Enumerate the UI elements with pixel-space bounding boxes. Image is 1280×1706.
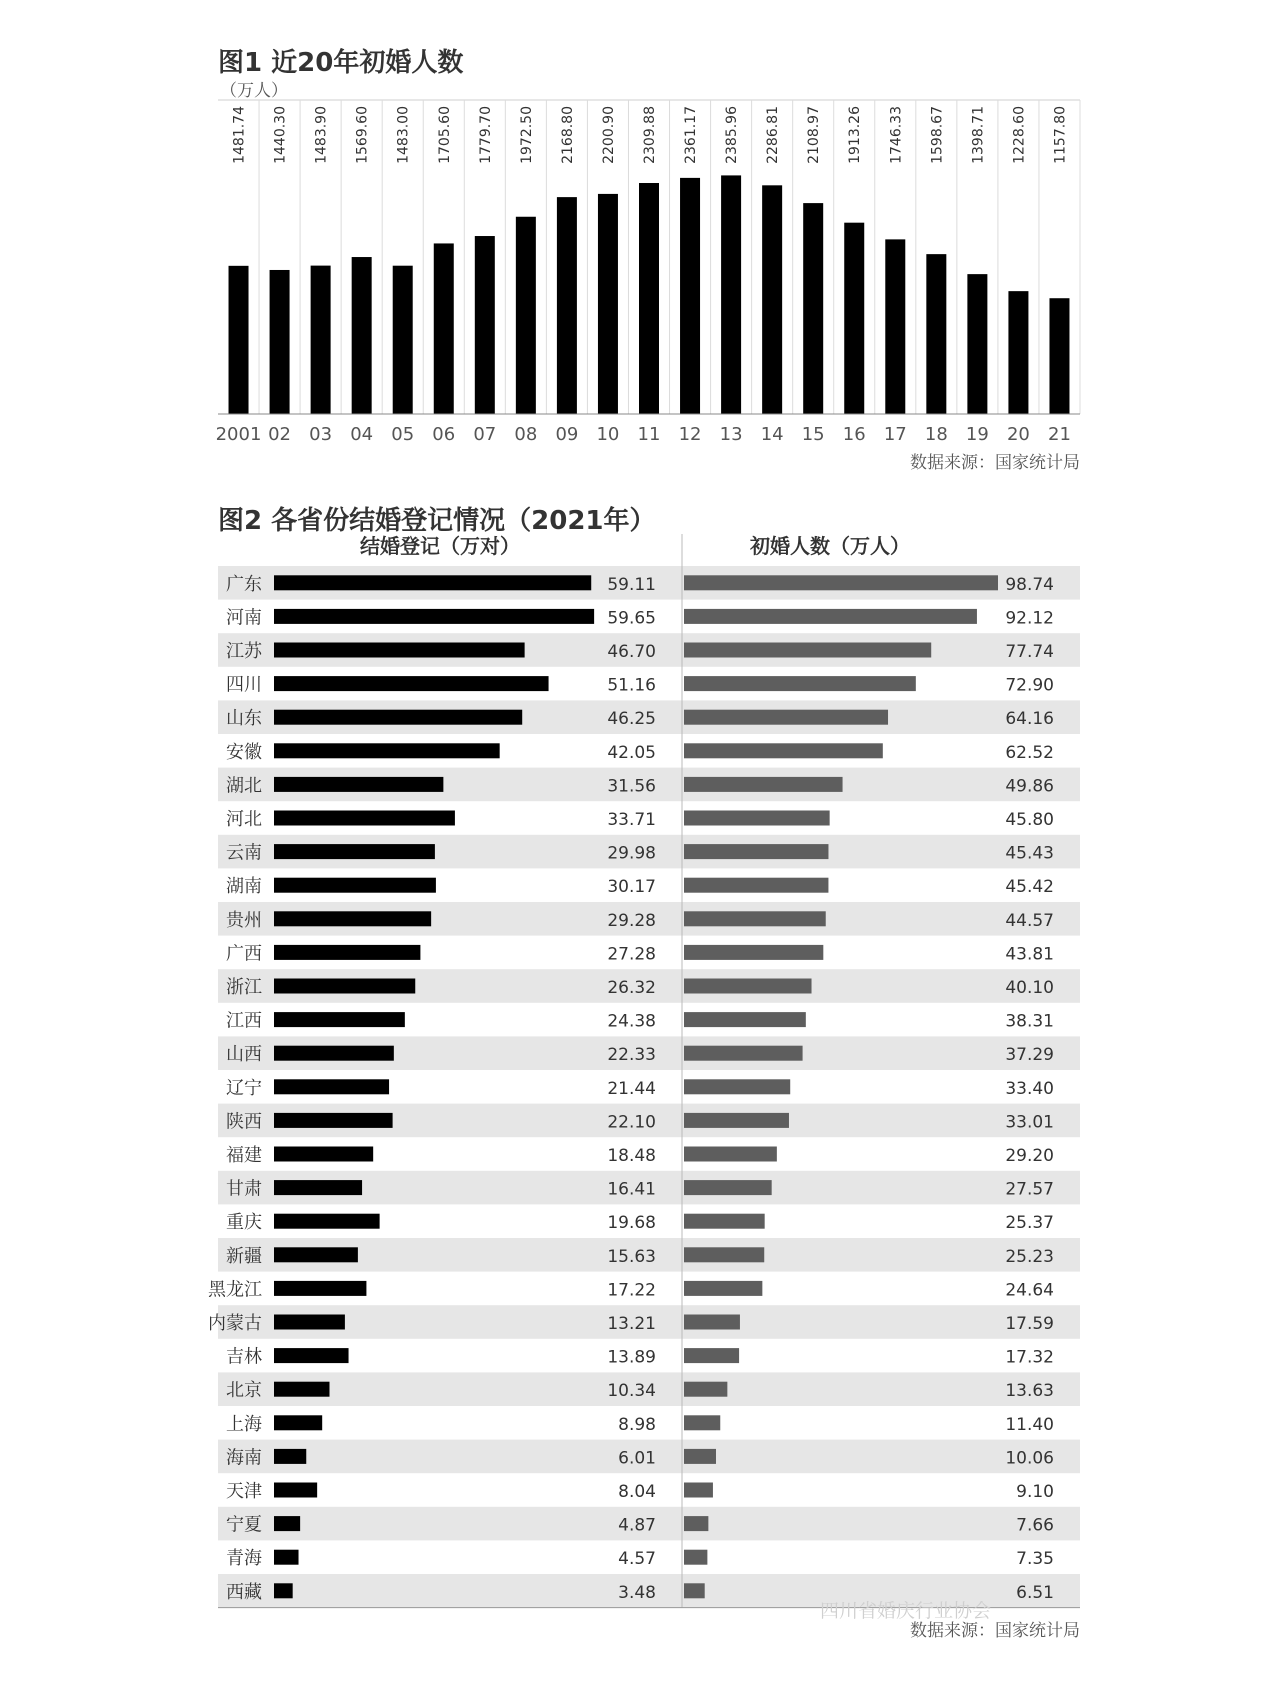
marriage-bar: [274, 1113, 393, 1128]
province-label: 内蒙古: [208, 1313, 262, 1334]
marriage-bar: [274, 710, 522, 725]
first-marriage-value-label: 24.64: [1005, 1280, 1054, 1301]
province-label: 贵州: [226, 909, 262, 931]
chart1-category-label: 21: [1048, 424, 1071, 445]
province-label: 吉林: [226, 1346, 262, 1368]
first-marriage-bar: [684, 945, 823, 960]
first-marriage-value-label: 33.40: [1005, 1078, 1054, 1099]
marriage-bar: [274, 1449, 306, 1464]
province-label: 湖北: [226, 775, 262, 797]
first-marriage-bar: [684, 1348, 739, 1363]
first-marriage-value-label: 29.20: [1005, 1146, 1054, 1166]
first-marriage-value-label: 27.57: [1005, 1179, 1054, 1200]
first-marriage-value-label: 77.74: [1005, 642, 1054, 662]
marriage-bar: [274, 1516, 300, 1531]
marriage-value-label: 21.44: [607, 1078, 656, 1099]
marriage-value-label: 59.11: [607, 574, 656, 595]
province-label: 浙江: [226, 977, 262, 998]
chart1-value-label: 2385.96: [724, 106, 741, 164]
province-label: 福建: [226, 1145, 262, 1166]
marriage-bar: [274, 1247, 358, 1262]
marriage-value-label: 4.57: [618, 1549, 656, 1570]
marriage-bar: [274, 777, 443, 792]
chart1-title: 图1 近20年初婚人数: [218, 48, 464, 78]
first-marriage-bar: [684, 1382, 727, 1397]
chart1-category-label: 15: [801, 424, 825, 445]
marriage-bar: [274, 911, 431, 926]
watermark: 四川省婚庆行业协会: [820, 1600, 992, 1622]
chart1-value-label: 1746.33: [888, 106, 905, 164]
first-marriage-value-label: 13.63: [1005, 1381, 1054, 1402]
first-marriage-bar: [684, 575, 998, 590]
first-marriage-bar: [684, 1046, 803, 1061]
marriage-bar: [274, 643, 525, 658]
marriage-value-label: 13.89: [607, 1347, 656, 1368]
marriage-bar: [274, 1180, 362, 1195]
chart1-value-label: 2309.88: [642, 106, 658, 164]
marriage-bar: [274, 811, 455, 826]
chart1-category-label: 17: [883, 424, 907, 445]
province-label: 海南: [226, 1447, 262, 1469]
first-marriage-bar: [684, 1583, 705, 1598]
marriage-bar: [274, 979, 415, 994]
first-marriage-value-label: 72.90: [1005, 675, 1054, 696]
first-marriage-value-label: 17.32: [1005, 1347, 1054, 1368]
chart1-category-label: 11: [637, 424, 661, 445]
first-marriage-bar: [684, 1113, 789, 1128]
province-label: 河南: [226, 607, 262, 629]
chart1-category-label: 12: [678, 424, 702, 445]
province-label: 山东: [226, 708, 262, 730]
marriage-value-label: 24.38: [607, 1011, 656, 1032]
province-label: 天津: [226, 1481, 262, 1502]
marriage-value-label: 13.21: [607, 1314, 656, 1334]
chart1-value-label: 1157.80: [1052, 106, 1069, 164]
marriage-bar: [274, 1315, 345, 1330]
province-label: 西藏: [226, 1581, 262, 1603]
chart1-value-label: 1569.60: [354, 106, 371, 164]
chart1-category-label: 10: [596, 424, 620, 445]
first-marriage-value-label: 44.57: [1005, 910, 1054, 931]
first-marriage-bar: [684, 1012, 806, 1027]
first-marriage-value-label: 33.01: [1005, 1112, 1054, 1133]
chart1-value-label: 1913.26: [847, 106, 864, 164]
marriage-bar: [274, 1483, 317, 1498]
first-marriage-value-label: 11.40: [1005, 1414, 1054, 1435]
first-marriage-bar: [684, 609, 977, 624]
first-marriage-bar: [684, 1281, 762, 1296]
chart1-source: 数据来源：国家统计局: [910, 453, 1080, 473]
first-marriage-bar: [684, 811, 830, 826]
province-label: 北京: [226, 1380, 262, 1402]
first-marriage-bar: [684, 1315, 740, 1330]
chart1-value-label: 1483.90: [313, 106, 330, 164]
first-marriage-value-label: 17.59: [1005, 1314, 1054, 1334]
first-marriage-value-label: 7.66: [1016, 1515, 1054, 1536]
first-marriage-value-label: 45.43: [1005, 843, 1054, 864]
marriage-bar: [274, 609, 594, 624]
marriage-bar: [274, 1147, 373, 1162]
chart1-value-label: 2108.97: [806, 106, 823, 164]
marriage-value-label: 17.22: [607, 1280, 656, 1301]
chart1-value-label: 1972.50: [518, 106, 535, 164]
province-label: 四川: [226, 674, 262, 696]
marriage-bar: [274, 1079, 389, 1094]
province-label: 上海: [226, 1413, 262, 1435]
chart1-value-label: 1228.60: [1011, 106, 1028, 164]
first-marriage-bar: [684, 1415, 720, 1430]
chart1-category-label: 09: [555, 424, 579, 445]
chart1-category-label: 20: [1006, 424, 1030, 445]
first-marriage-value-label: 25.37: [1005, 1213, 1054, 1234]
chart1-value-label: 2200.90: [600, 106, 617, 164]
marriage-value-label: 51.16: [607, 675, 656, 696]
chart1-category-label: 14: [760, 424, 784, 445]
marriage-value-label: 3.48: [618, 1582, 656, 1603]
province-label: 重庆: [226, 1212, 262, 1234]
first-marriage-bar: [684, 1147, 777, 1162]
chart1-value-label: 1483.00: [395, 106, 412, 164]
marriage-value-label: 29.28: [607, 910, 656, 931]
marriage-bar: [274, 1382, 329, 1397]
chart1-category-label: 08: [514, 424, 538, 445]
province-label: 甘肃: [226, 1178, 262, 1200]
first-marriage-bar: [684, 1516, 708, 1531]
chart1-category-label: 16: [842, 424, 866, 445]
marriage-value-label: 46.25: [607, 709, 656, 730]
marriage-value-label: 30.17: [607, 877, 656, 898]
marriage-bar: [274, 1583, 293, 1598]
first-marriage-value-label: 64.16: [1005, 709, 1054, 730]
province-label: 新疆: [226, 1245, 262, 1267]
first-marriage-bar: [684, 1247, 764, 1262]
marriage-value-label: 6.01: [618, 1448, 656, 1469]
chart1-category-label: 02: [268, 424, 292, 445]
marriage-bar: [274, 878, 436, 893]
chart2-title: 图2 各省份结婚登记情况（2021年）: [218, 506, 656, 536]
marriage-value-label: 26.32: [607, 978, 656, 998]
marriage-bar: [274, 676, 549, 691]
chart1-category-label: 05: [391, 424, 415, 445]
province-label: 安徽: [226, 741, 262, 763]
first-marriage-value-label: 49.86: [1005, 776, 1054, 797]
marriage-value-label: 31.56: [607, 776, 656, 797]
first-marriage-value-label: 62.52: [1005, 742, 1054, 763]
province-label: 广东: [226, 573, 262, 595]
first-marriage-bar: [684, 1449, 716, 1464]
first-marriage-value-label: 45.42: [1005, 877, 1054, 898]
chart1-value-label: 1398.71: [970, 106, 987, 164]
marriage-bar: [274, 1046, 394, 1061]
first-marriage-bar: [684, 676, 916, 691]
chart1-category-label: 13: [719, 424, 743, 445]
marriage-value-label: 22.33: [607, 1045, 656, 1066]
province-label: 青海: [226, 1548, 262, 1570]
marriage-value-label: 8.98: [618, 1414, 656, 1435]
province-label: 黑龙江: [208, 1279, 262, 1301]
series-1-header: 结婚登记（万对）: [360, 534, 520, 558]
first-marriage-bar: [684, 643, 931, 658]
province-label: 宁夏: [226, 1514, 262, 1536]
marriage-value-label: 22.10: [607, 1112, 656, 1133]
marriage-value-label: 42.05: [607, 742, 656, 763]
first-marriage-bar: [684, 743, 883, 758]
first-marriage-value-label: 37.29: [1005, 1045, 1054, 1066]
marriage-value-label: 46.70: [607, 642, 656, 662]
first-marriage-value-label: 43.81: [1005, 944, 1054, 965]
marriage-bar: [274, 1214, 380, 1229]
chart1-value-label: 1481.74: [231, 106, 248, 164]
chart2-source: 数据来源：国家统计局: [910, 1621, 1080, 1641]
chart1-category-label: 19: [965, 424, 989, 445]
chart1-category-label: 2001: [215, 424, 262, 445]
marriage-value-label: 8.04: [618, 1482, 656, 1502]
first-marriage-bar: [684, 911, 826, 926]
first-marriage-value-label: 9.10: [1016, 1482, 1054, 1502]
province-label: 湖南: [226, 876, 262, 898]
chart1-category-label: 03: [309, 424, 333, 445]
first-marriage-value-label: 40.10: [1005, 978, 1054, 998]
chart1-value-label: 2168.80: [559, 106, 576, 164]
province-label: 广西: [226, 943, 262, 965]
marriage-value-label: 19.68: [607, 1213, 656, 1234]
marriage-value-label: 59.65: [607, 608, 656, 629]
province-label: 河北: [226, 809, 262, 830]
marriage-value-label: 29.98: [607, 843, 656, 864]
first-marriage-bar: [684, 777, 843, 792]
chart1-value-label: 2286.81: [765, 106, 782, 164]
province-label: 山西: [226, 1044, 262, 1066]
first-marriage-bar: [684, 1550, 707, 1565]
first-marriage-bar: [684, 979, 812, 994]
province-label: 云南: [226, 842, 262, 864]
province-label: 陕西: [226, 1111, 262, 1133]
marriage-value-label: 27.28: [607, 944, 656, 965]
marriage-value-label: 18.48: [607, 1146, 656, 1166]
province-label: 辽宁: [226, 1077, 262, 1099]
marriage-bar: [274, 1012, 405, 1027]
marriage-value-label: 10.34: [607, 1381, 656, 1402]
first-marriage-value-label: 25.23: [1005, 1246, 1054, 1267]
marriage-bar: [274, 844, 435, 859]
province-label: 江西: [226, 1010, 262, 1032]
first-marriage-bar: [684, 1180, 772, 1195]
first-marriage-bar: [684, 878, 828, 893]
chart1-category-label: 04: [350, 424, 374, 445]
province-label: 江苏: [226, 641, 262, 662]
chart1-unit: （万人）: [220, 81, 288, 101]
chart1-value-label: 1440.30: [272, 106, 289, 164]
first-marriage-value-label: 45.80: [1005, 810, 1054, 830]
first-marriage-bar: [684, 1483, 713, 1498]
chart1-category-label: 06: [432, 424, 456, 445]
marriage-bar: [274, 1550, 299, 1565]
marriage-bar: [274, 575, 591, 590]
first-marriage-value-label: 6.51: [1016, 1582, 1054, 1603]
marriage-bar: [274, 1415, 322, 1430]
marriage-value-label: 15.63: [607, 1246, 656, 1267]
chart1-value-label: 1705.60: [436, 106, 453, 164]
first-marriage-value-label: 10.06: [1005, 1448, 1054, 1469]
marriage-value-label: 33.71: [607, 810, 656, 830]
first-marriage-bar: [684, 710, 888, 725]
marriage-bar: [274, 743, 500, 758]
marriage-bar: [274, 1348, 349, 1363]
first-marriage-bar: [684, 1079, 790, 1094]
chart1-value-label: 2361.17: [683, 106, 700, 164]
first-marriage-value-label: 92.12: [1005, 608, 1054, 629]
chart1-category-label: 18: [924, 424, 948, 445]
chart1-value-label: 1598.67: [929, 106, 946, 164]
chart1-value-label: 1779.70: [477, 106, 494, 164]
marriage-value-label: 4.87: [618, 1515, 656, 1536]
first-marriage-value-label: 7.35: [1016, 1549, 1054, 1570]
first-marriage-bar: [684, 844, 828, 859]
marriage-value-label: 16.41: [607, 1179, 656, 1200]
first-marriage-bar: [684, 1214, 765, 1229]
first-marriage-value-label: 38.31: [1005, 1011, 1054, 1032]
marriage-bar: [274, 1281, 366, 1296]
marriage-bar: [274, 945, 420, 960]
chart1-category-label: 07: [473, 424, 497, 445]
series-2-header: 初婚人数（万人）: [750, 534, 910, 558]
first-marriage-value-label: 98.74: [1005, 574, 1054, 595]
